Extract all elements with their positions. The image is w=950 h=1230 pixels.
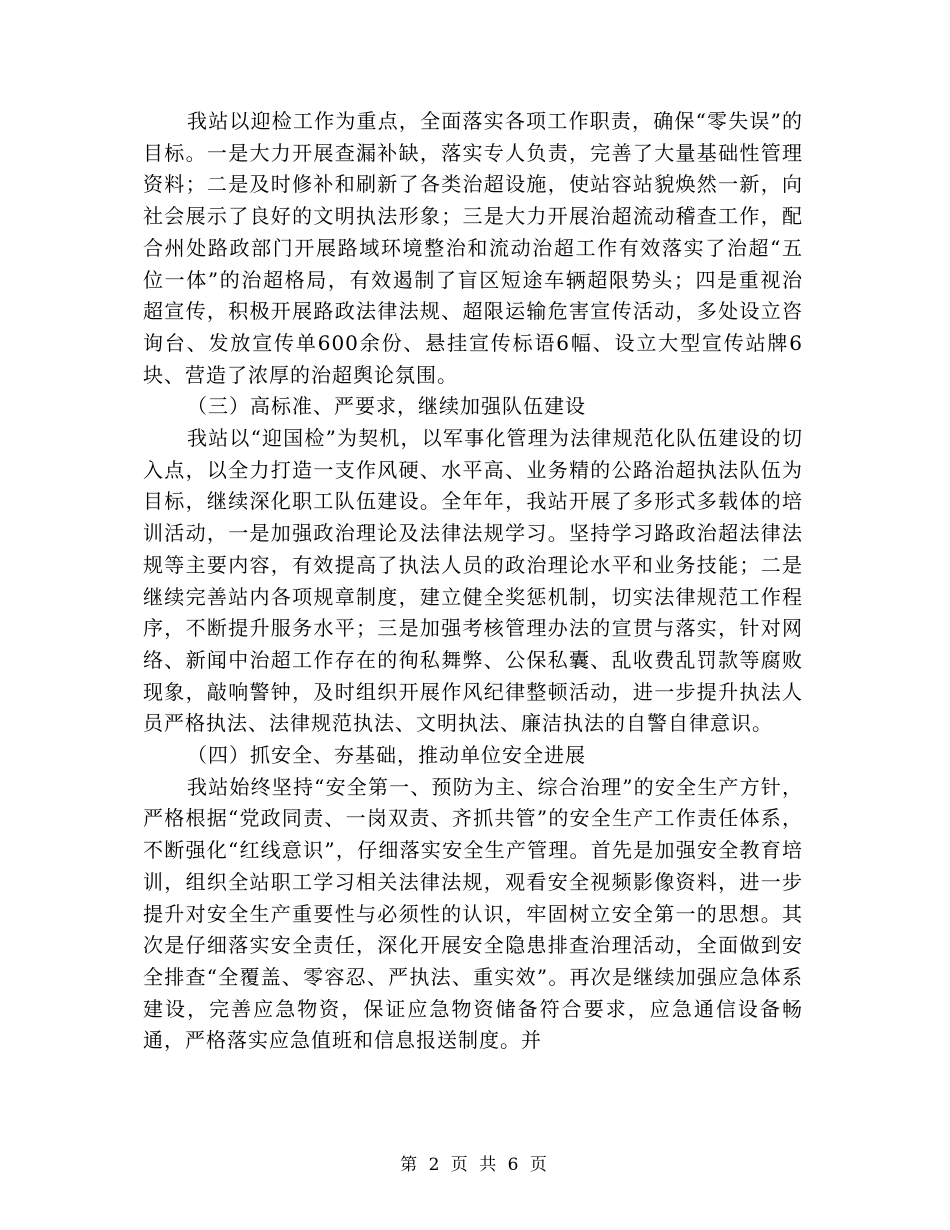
section-heading-safety: （四）抓安全、夯基础，推动单位安全进展 bbox=[187, 743, 586, 768]
page-number-footer: 第 2 页 共 6 页 bbox=[400, 1155, 550, 1175]
document-body bbox=[143, 106, 803, 1057]
paragraph-team-building: 我站以“迎国检”为契机，以军事化管理为法律规范化队伍建设的切入点，以全力打造一支作风硬、水平高、业务精的公路治超执法队伍为目标，继续深化职工队伍建设。全年年，我站开展了多形式多载体的培训活动，一是加强政治理论及法律法规学习。坚持学习路政治超法律法规等主要内容，有效提高了执法人员的政治理论水平和业务技能；二是继续完善站内各项规章制度，建立健全奖惩机制，切实法律规范工作程序，不断提升服务水平；三是加强考核管理办法的宣贯与落实，针对网络、新闻中治超工作存在的徇私舞弊、公保私囊、乱收费乱罚款等腐败现象，敲响警钟，及时组织开展作风纪律整顿活动，进一步提升执法人员严格执法、法律规范执法、文明执法、廉洁执法的自警自律意识。 bbox=[143, 426, 803, 736]
paragraph-inspection-work: 我站以迎检工作为重点，全面落实各项工作职责，确保“零失误”的目标。一是大力开展查漏补缺，落实专人负责，完善了大量基础性管理资料；二是及时修补和刷新了各类治超设施，使站容站貌焕然一新，向社会展示了良好的文明执法形象；三是大力开展治超流动稽查工作，配合州处路政部门开展路域环境整治和流动治超工作有效落实了治超“五位一体”的治超格局，有效遏制了盲区短途车辆超限势头；四是重视治超宣传，积极开展路政法律法规、超限运输危害宣传活动，多处设立咨询台、发放宣传单600余份、悬挂宣传标语6幅、设立大型宣传站牌6块、营造了浓厚的治超舆论氛围。 bbox=[143, 109, 803, 387]
section-heading-team-building: （三）高标准、严要求，继续加强队伍建设 bbox=[187, 394, 586, 419]
paragraph-safety: 我站始终坚持“安全第一、预防为主、综合治理”的安全生产方针，严格根据“党政同责、一岗双责、齐抓共管”的安全生产工作责任体系，不断强化“红线意识”，仔细落实安全生产管理。首先是加强安全教育培训，组织全站职工学习相关法律法规，观看安全视频影像资料，进一步提升对安全生产重要性与必须性的认识，牢固树立安全第一的思想。其次是仔细落实安全责任，深化开展安全隐患排查治理活动，全面做到安全排查“全覆盖、零容忍、严执法、重实效”。再次是继续加强应急体系建设，完善应急物资，保证应急物资储备符合要求，应急通信设备畅通，严格落实应急值班和信息报送制度。并 bbox=[143, 774, 803, 1053]
